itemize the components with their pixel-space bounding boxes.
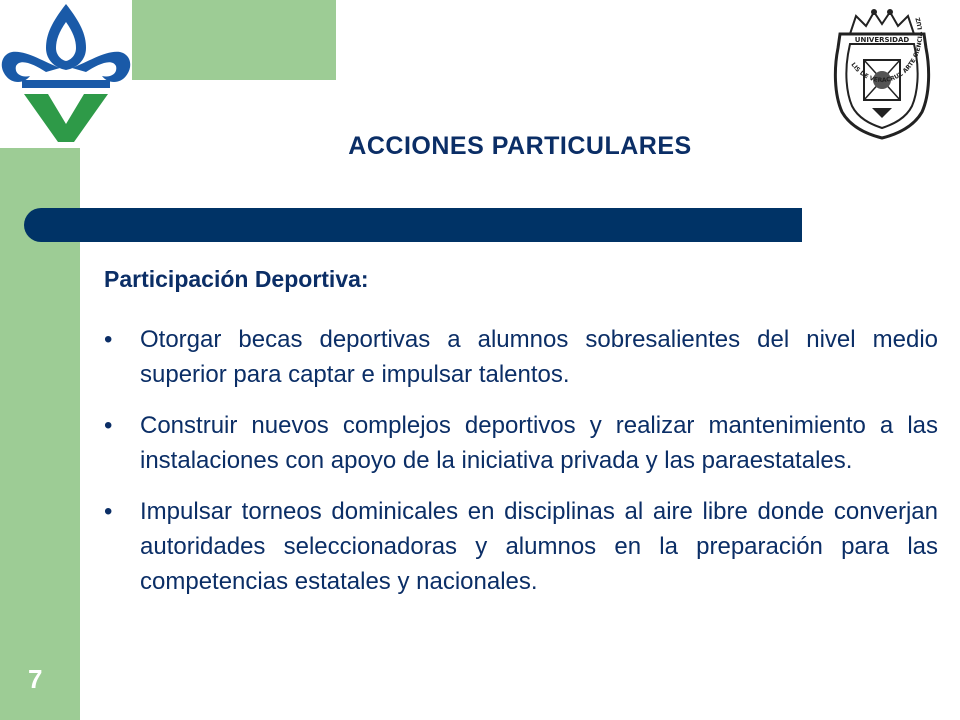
bullet-text: Impulsar torneos dominicales en disciplinas al aire libre donde converjan autoridades seleccionadoras y alumnos en la preparación para las competencias estatales y nacionales. [140,498,938,595]
seal-top-text: UNIVERSIDAD [854,36,910,44]
bullet-dot: • [104,412,113,439]
list-item [104,408,938,478]
bullet-list [104,322,938,615]
university-seal-icon [826,8,938,140]
page-number: 7 [28,664,43,694]
bullet-dot: • [104,326,113,353]
bullet-text: Otorgar becas deportivas a alumnos sobresalientes del nivel medio superior para captar e impulsar talentos. [140,326,938,388]
bullet-dot: • [104,498,113,525]
list-item [104,322,938,392]
uv-flor-de-lis-logo [0,0,132,148]
bullet-text: Construir nuevos complejos deportivos y realizar mantenimiento a las instalaciones con apoyo de la iniciativa privada y las paraestatales. [140,412,938,474]
slide-title: ACCIONES PARTICULARES [348,132,692,160]
section-subtitle: Participación Deportiva: [104,266,369,292]
list-item [104,494,938,599]
title-divider-bar [24,208,802,242]
seal-ring-text-path: LIS DE VERACRUZ ARTE CIENCIA LUZ [849,16,925,85]
